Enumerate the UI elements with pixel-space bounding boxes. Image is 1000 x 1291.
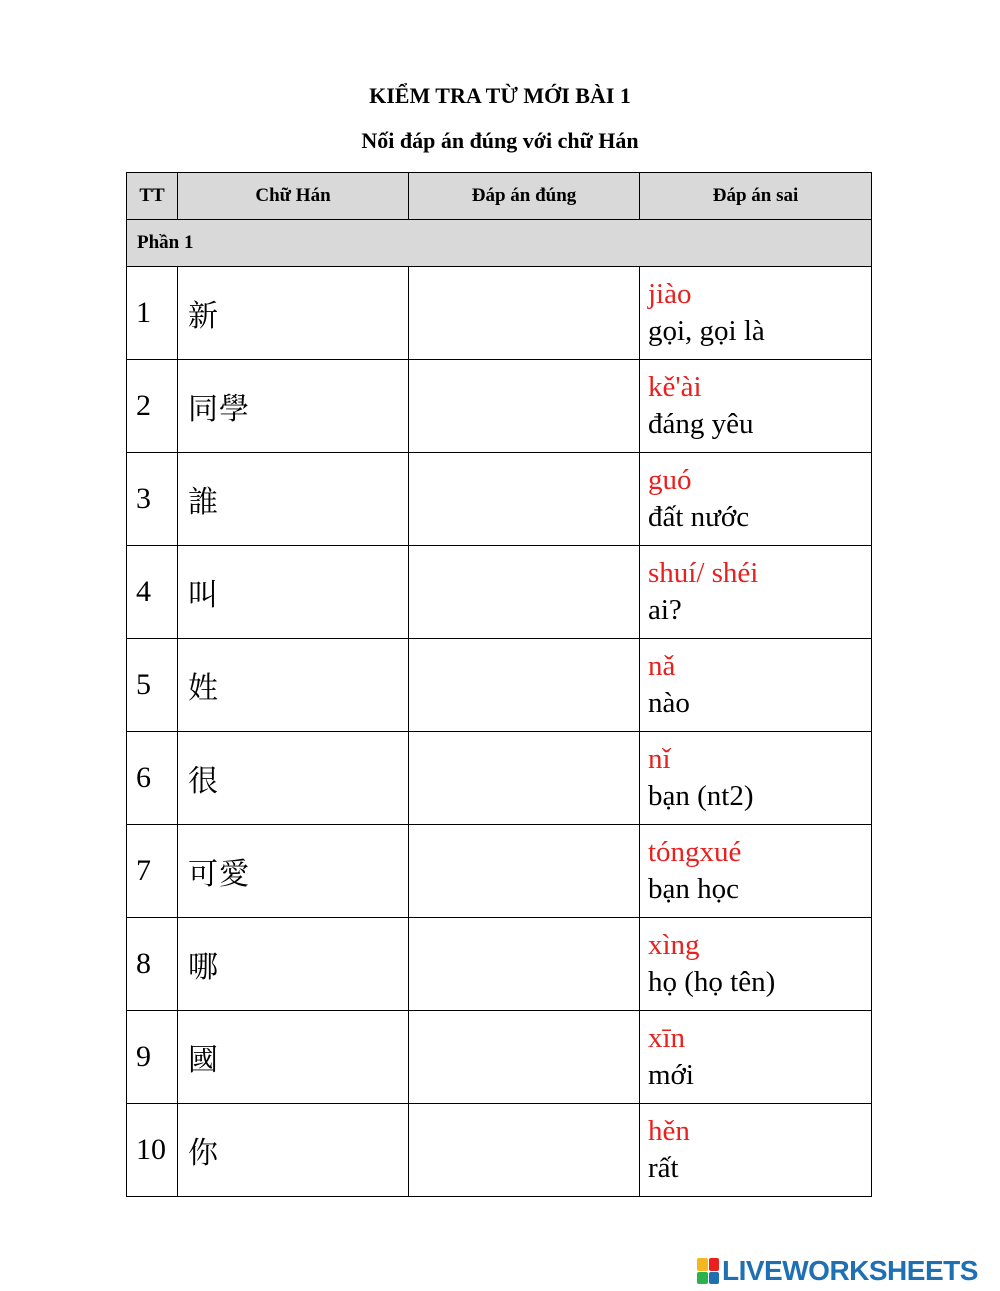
meaning-text: bạn (nt2) bbox=[648, 780, 754, 812]
wrong-answer-cell bbox=[640, 1104, 872, 1197]
pinyin-text: xìng bbox=[648, 929, 700, 961]
pinyin-text: nǐ bbox=[648, 743, 671, 775]
meaning-text: bạn học bbox=[648, 873, 739, 905]
meaning-text: họ (họ tên) bbox=[648, 966, 776, 998]
pinyin-text: hěn bbox=[648, 1115, 690, 1147]
table-row bbox=[127, 639, 872, 732]
header-tt: TT bbox=[127, 173, 178, 220]
row-number: 8 bbox=[127, 918, 178, 1011]
chinese-word: 可愛 bbox=[178, 825, 409, 918]
row-number: 4 bbox=[127, 546, 178, 639]
meaning-text: ai? bbox=[648, 594, 682, 626]
header-han: Chữ Hán bbox=[178, 173, 409, 220]
pinyin-text: guó bbox=[648, 464, 692, 496]
page-subtitle: Nối đáp án đúng với chữ Hán bbox=[361, 128, 639, 153]
wrong-answer-cell bbox=[640, 453, 872, 546]
correct-answer-dropzone[interactable] bbox=[409, 267, 640, 360]
header-wrong: Đáp án sai bbox=[640, 173, 872, 220]
meaning-text: mới bbox=[648, 1059, 694, 1091]
chinese-word: 你 bbox=[178, 1104, 409, 1197]
wrong-answer-cell bbox=[640, 825, 872, 918]
wrong-answer-cell bbox=[640, 1011, 872, 1104]
meaning-text: đất nước bbox=[648, 501, 750, 533]
table-row bbox=[127, 453, 872, 546]
correct-answer-dropzone[interactable] bbox=[409, 639, 640, 732]
row-number: 7 bbox=[127, 825, 178, 918]
pinyin-text: kě'ài bbox=[648, 371, 702, 403]
row-number: 6 bbox=[127, 732, 178, 825]
table-row bbox=[127, 360, 872, 453]
correct-answer-dropzone[interactable] bbox=[409, 360, 640, 453]
table-row bbox=[127, 1011, 872, 1104]
correct-answer-dropzone[interactable] bbox=[409, 453, 640, 546]
table-row bbox=[127, 825, 872, 918]
table-row bbox=[127, 1104, 872, 1197]
chinese-word: 國 bbox=[178, 1011, 409, 1104]
meaning-text: đáng yêu bbox=[648, 408, 754, 440]
header-correct: Đáp án đúng bbox=[409, 173, 640, 220]
row-number: 3 bbox=[127, 453, 178, 546]
chinese-word: 哪 bbox=[178, 918, 409, 1011]
pinyin-text: nǎ bbox=[648, 650, 676, 682]
table-row bbox=[127, 546, 872, 639]
chinese-word: 同學 bbox=[178, 360, 409, 453]
chinese-word: 新 bbox=[178, 267, 409, 360]
section-row bbox=[127, 220, 872, 267]
meaning-text: rất bbox=[648, 1152, 679, 1184]
meaning-text: nào bbox=[648, 687, 690, 719]
correct-answer-dropzone[interactable] bbox=[409, 732, 640, 825]
correct-answer-dropzone[interactable] bbox=[409, 918, 640, 1011]
row-number: 9 bbox=[127, 1011, 178, 1104]
correct-answer-dropzone[interactable] bbox=[409, 825, 640, 918]
row-number: 5 bbox=[127, 639, 178, 732]
chinese-word: 叫 bbox=[178, 546, 409, 639]
meaning-text: gọi, gọi là bbox=[648, 315, 765, 347]
row-number: 1 bbox=[127, 267, 178, 360]
wrong-answer-cell bbox=[640, 546, 872, 639]
correct-answer-dropzone[interactable] bbox=[409, 1011, 640, 1104]
liveworksheets-logo bbox=[697, 1256, 978, 1286]
page-title: KIỂM TRA TỪ MỚI BÀI 1 bbox=[369, 83, 631, 108]
section-label: Phần 1 bbox=[127, 220, 872, 267]
wrong-answer-cell bbox=[640, 732, 872, 825]
logo-text: LIVEWORKSHEETS bbox=[722, 1255, 978, 1286]
pinyin-text: shuí/ shéi bbox=[648, 557, 759, 589]
wrong-answer-cell bbox=[640, 639, 872, 732]
chinese-word: 姓 bbox=[178, 639, 409, 732]
wrong-answer-cell bbox=[640, 918, 872, 1011]
table-row bbox=[127, 267, 872, 360]
chinese-word: 誰 bbox=[178, 453, 409, 546]
table-row bbox=[127, 732, 872, 825]
wrong-answer-cell bbox=[640, 267, 872, 360]
correct-answer-dropzone[interactable] bbox=[409, 546, 640, 639]
correct-answer-dropzone[interactable] bbox=[409, 1104, 640, 1197]
wrong-answer-cell bbox=[640, 360, 872, 453]
pinyin-text: jiào bbox=[648, 278, 692, 310]
pinyin-text: tóngxué bbox=[648, 836, 742, 868]
row-number: 2 bbox=[127, 360, 178, 453]
pinyin-text: xīn bbox=[648, 1022, 686, 1054]
vocab-table bbox=[126, 172, 872, 1197]
chinese-word: 很 bbox=[178, 732, 409, 825]
liveworksheets-icon bbox=[697, 1258, 719, 1284]
table-header-row bbox=[127, 173, 872, 220]
row-number: 10 bbox=[127, 1104, 178, 1197]
table-row bbox=[127, 918, 872, 1011]
